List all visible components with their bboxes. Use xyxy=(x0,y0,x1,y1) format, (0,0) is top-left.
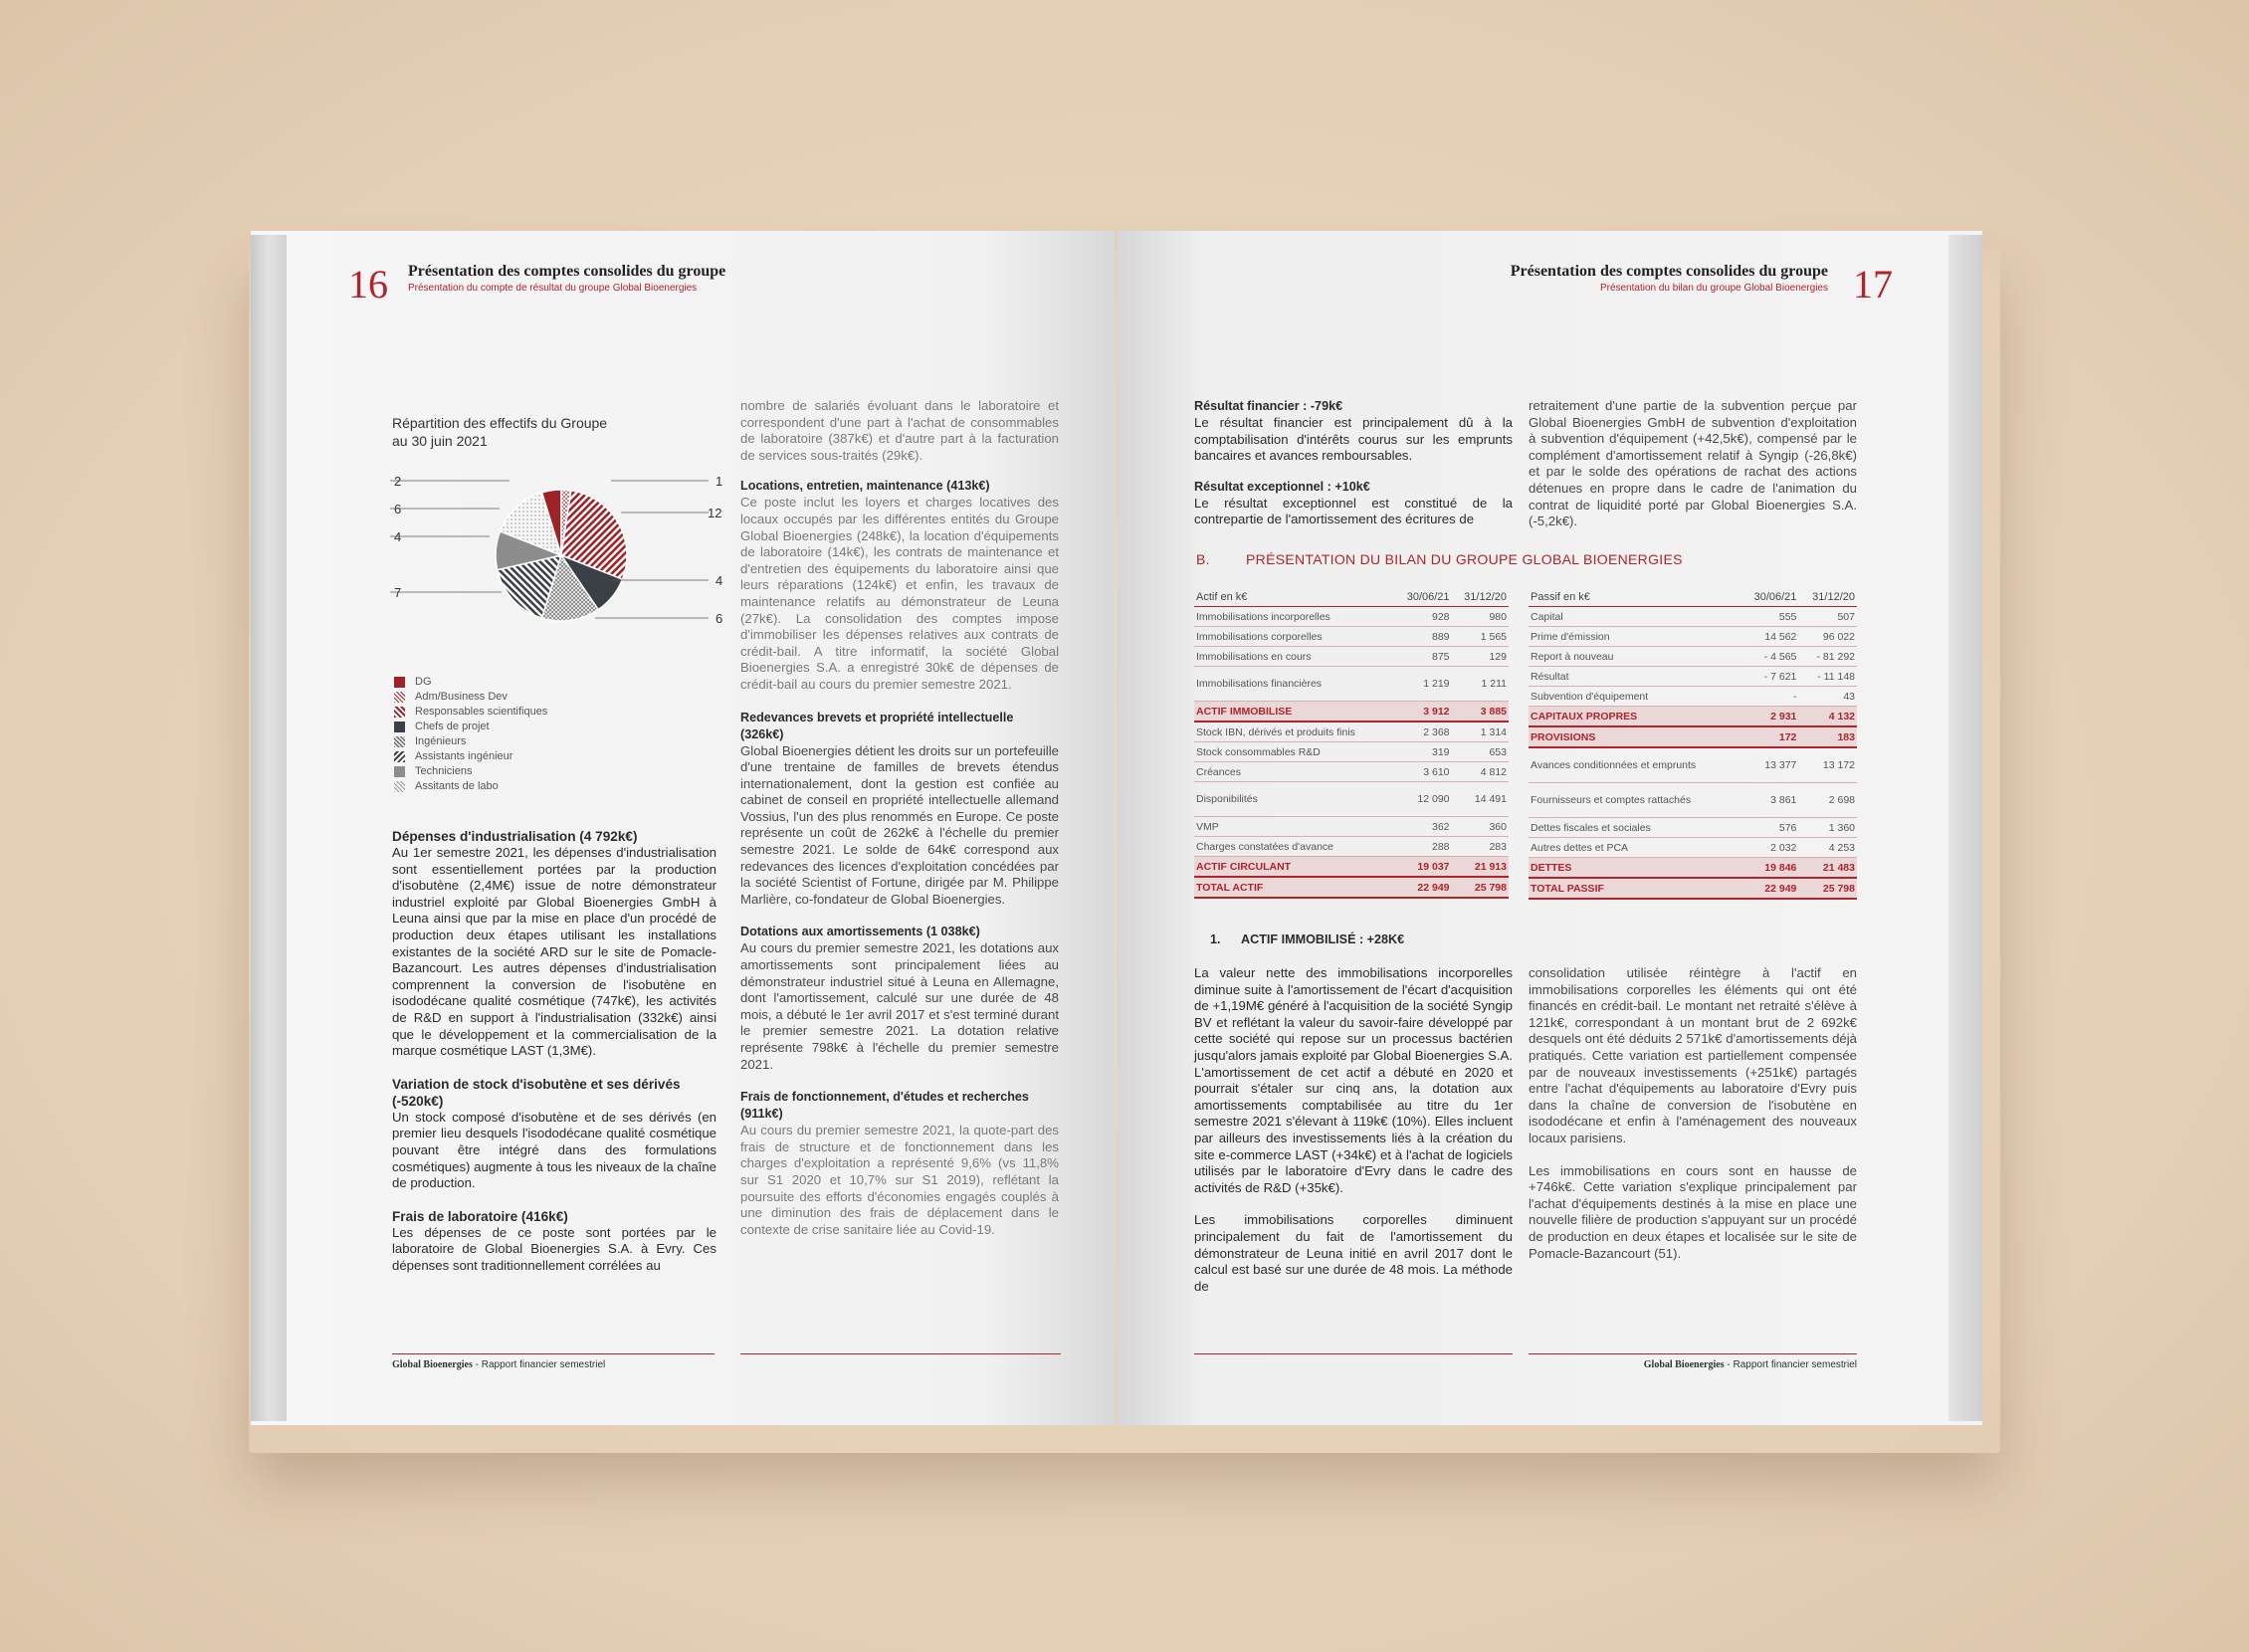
table-row xyxy=(1529,878,1857,899)
book-edge-right xyxy=(1948,235,1982,1421)
section-heading: Frais de laboratoire (416k€) xyxy=(392,1208,568,1224)
section-heading: Résultat exceptionnel : +10k€ xyxy=(1194,479,1370,494)
page-header-subtitle: Présentation du bilan du groupe Global Bioenergies xyxy=(1599,283,1828,294)
legend-swatch xyxy=(394,781,405,792)
legend-label: Assitants de labo xyxy=(415,780,499,792)
legend-swatch xyxy=(394,707,405,718)
table-cell: Charges constatées d'avance xyxy=(1194,837,1394,857)
table-row xyxy=(1529,726,1857,747)
table-cell: 283 xyxy=(1452,837,1509,857)
legend-item xyxy=(394,675,547,690)
table-row xyxy=(1194,817,1509,837)
table-row xyxy=(1529,783,1857,818)
table-cell: 1 314 xyxy=(1452,722,1509,742)
paragraph: Le résultat exceptionnel est constitué de la contrepartie de l'amortissement des écritures de xyxy=(1194,495,1513,527)
table-row xyxy=(1529,647,1857,667)
table-cell: 14 491 xyxy=(1452,782,1509,817)
table-cell: 2 032 xyxy=(1740,838,1799,858)
table-cell: 1 219 xyxy=(1394,667,1451,702)
table-cell: 2 368 xyxy=(1394,722,1451,742)
table-row xyxy=(1194,722,1509,742)
pie-label-left-3: 4 xyxy=(394,529,402,544)
table-row xyxy=(1194,702,1509,723)
chart-legend xyxy=(394,675,547,794)
legend-item xyxy=(394,779,547,794)
pie-label-right-4: 6 xyxy=(716,611,723,626)
table-cell: 13 377 xyxy=(1740,747,1799,783)
table-row xyxy=(1529,627,1857,647)
page-footer xyxy=(392,1359,605,1370)
paragraph: Au cours du premier semestre 2021, les dotations aux amortissements sont principalement liées au démonstrateur industriel situé à Leuna en Allemagne, dont l'amortissement, calculé sur une durée de 48 mois, a débuté le 1er avril 2017 et s'est terminé durant le premier semestre 2021. La dotation relative représente 798k€ à l'échelle du premier semestre 2021. xyxy=(740,940,1059,1072)
table-cell: Stock IBN, dérivés et produits finis xyxy=(1194,722,1394,742)
footer-brand: Global Bioenergies xyxy=(392,1359,473,1370)
paragraph: nombre de salariés évoluant dans le laboratoire et correspondent d'une part à l'achat de consommables de laboratoire (387k€) et d'autre part à la facturation de services sous-traités (29k€). xyxy=(740,398,1059,463)
pie-chart xyxy=(390,470,709,649)
table-cell: 360 xyxy=(1452,817,1509,837)
table-row xyxy=(1194,877,1509,898)
table-cell: 1 211 xyxy=(1452,667,1509,702)
left-column-1 xyxy=(392,828,716,1274)
table-cell: Prime d'émission xyxy=(1529,627,1740,647)
table-cell: 14 562 xyxy=(1740,627,1799,647)
table-cell: Immobilisations financières xyxy=(1194,667,1394,702)
page-header-title: Présentation des comptes consolides du groupe xyxy=(408,263,726,280)
table-cell: - 81 292 xyxy=(1798,647,1857,667)
section-heading: Dotations aux amortissements (1 038k€) xyxy=(740,925,980,939)
legend-item xyxy=(394,734,547,749)
passif-table xyxy=(1529,587,1857,900)
paragraph: Un stock composé d'isobutène et de ses dérivés (en premier lieu desquels l'isododécane qualité cosmétique pouvant être intégré dans des formulations cosmétiques) augmente à tous les niveaux de la chaîne de production. xyxy=(392,1109,716,1191)
table-cell: Créances xyxy=(1194,762,1394,782)
table-cell: 4 812 xyxy=(1452,762,1509,782)
chart-title-line2: au 30 juin 2021 xyxy=(392,433,488,449)
table-cell: Subvention d'équipement xyxy=(1529,687,1740,707)
paragraph: Les dépenses de ce poste sont portées par le laboratoire de Global Bioenergies S.A. à Evry. Ces dépenses sont traditionnellement corrélées au xyxy=(392,1224,716,1273)
page-header-title: Présentation des comptes consolides du groupe xyxy=(1510,263,1828,280)
table-header-cell: 30/06/21 xyxy=(1740,587,1799,607)
table-cell: 25 798 xyxy=(1452,877,1509,898)
table-cell: 172 xyxy=(1740,726,1799,747)
section-heading: Redevances brevets et propriété intellectuelle (326k€) xyxy=(740,710,1014,741)
section-heading: Résultat financier : -79k€ xyxy=(1194,399,1343,413)
table-cell: - 4 565 xyxy=(1740,647,1799,667)
table-cell: 13 172 xyxy=(1798,747,1857,783)
left-column-2 xyxy=(740,398,1059,1238)
pie-label-right-2: 12 xyxy=(708,506,722,520)
table-row xyxy=(1194,667,1509,702)
pie-label-left-4: 7 xyxy=(394,585,402,600)
table-cell: 576 xyxy=(1740,818,1799,838)
chart-title-line1: Répartition des effectifs du Groupe xyxy=(392,415,608,431)
table-row xyxy=(1194,647,1509,667)
paragraph: Au cours du premier semestre 2021, la quote-part des frais de structure et de fonctionnement dans les charges d'exploitation a représenté 9,6% (vs 11,8% sur S1 2020 et 10,7% sur S1 2019), reflétant la poursuite des efforts d'économies engagés couplés à une diminution des frais de déplacement dans le contexte de crise sanitaire liée au Covid-19. xyxy=(740,1123,1059,1237)
paragraph: La valeur nette des immobilisations incorporelles diminue suite à l'amortissement de l'écart d'acquisition de +1,19M€ généré à l'acquisition de la société Syngip BV et reflétant la valeur du savoir-faire développé par cette société qui repose sur un processus bactérien jusqu'alors jamais exploité par Global Bioenergies S.A. L'amortissement de cet actif a débuté en 2020 et pourrait s'étaler sur cinq ans, la dotation aux amortissements comptabilisée au titre du 1er semestre 2021 s'élevant à 119k€ (10%). Elles incluent par ailleurs des investissements liés à la création du site e-commerce LAST (+34k€) et à l'achat de logiciels utilisés par le laboratoire d'Evry dans le cadre des activités de R&D (+35k€). xyxy=(1194,965,1513,1195)
table-cell: Immobilisations corporelles xyxy=(1194,627,1394,647)
table-row xyxy=(1529,607,1857,627)
table-header-cell: Actif en k€ xyxy=(1194,587,1394,607)
right-column-1-top xyxy=(1194,398,1513,528)
section-letter: B. xyxy=(1196,551,1210,567)
table-cell: Dettes fiscales et sociales xyxy=(1529,818,1740,838)
pie-label-left-2: 6 xyxy=(394,502,402,516)
table-cell: 2 698 xyxy=(1798,783,1857,818)
table-row xyxy=(1194,762,1509,782)
page-header-subtitle: Présentation du compte de résultat du groupe Global Bioenergies xyxy=(408,283,698,294)
footer-brand: Global Bioenergies xyxy=(1643,1359,1725,1370)
table-cell: 3 885 xyxy=(1452,702,1509,723)
page-number: 17 xyxy=(1853,262,1893,307)
table-cell: CAPITAUX PROPRES xyxy=(1529,707,1740,727)
table-cell: 4 132 xyxy=(1798,707,1857,727)
table-cell: 183 xyxy=(1798,726,1857,747)
actif-table xyxy=(1194,587,1509,899)
table-cell: 22 949 xyxy=(1740,878,1799,899)
table-cell: PROVISIONS xyxy=(1529,726,1740,747)
footer-rule xyxy=(392,1353,715,1354)
table-cell: Résultat xyxy=(1529,667,1740,687)
table-cell: Stock consommables R&D xyxy=(1194,742,1394,762)
paragraph: Les immobilisations en cours sont en hausse de +746k€. Cette variation s'explique principalement par l'achat d'équipements destinés à la mise en place une nouvelle filière de production s'appuyant sur un procédé de production en deux étapes et localisée sur le site de Pomacle-Bazancourt (51). xyxy=(1529,1162,1857,1261)
legend-swatch xyxy=(394,677,405,688)
table-cell: Immobilisations en cours xyxy=(1194,647,1394,667)
table-cell: 928 xyxy=(1394,607,1451,627)
table-row xyxy=(1529,818,1857,838)
subsection-heading: 1. ACTIF IMMOBILISÉ : +28K€ xyxy=(1210,932,1405,946)
paragraph: Ce poste inclut les loyers et charges locatives des locaux occupés par les différentes entités du Groupe Global Bioenergies (248k€), la location d'équipements de laboratoire (14k€), les contrats de maintenance et d'entretien des équipements du laboratoire ainsi que leurs réparations (124k€) et enfin, les travaux de maintenance relatifs au démonstrateur de Leuna (27k€). La consolidation des comptes impose d'immobiliser les dépenses relatives aux contrats de crédit-bail. A titre informatif, la société Global Bioenergies S.A. a enregistré 30k€ de dépenses de crédit-bail au cours du premier semestre 2021. xyxy=(740,495,1059,692)
table-cell: Report à nouveau xyxy=(1529,647,1740,667)
table-cell: 3 861 xyxy=(1740,783,1799,818)
table-row xyxy=(1194,607,1509,627)
table-row xyxy=(1529,707,1857,727)
table-row xyxy=(1529,667,1857,687)
table-cell: 288 xyxy=(1394,837,1451,857)
table-cell: - 11 148 xyxy=(1798,667,1857,687)
table-cell: Immobilisations incorporelles xyxy=(1194,607,1394,627)
section-heading: Frais de fonctionnement, d'études et recherches (911k€) xyxy=(740,1090,1029,1122)
legend-label: Chefs de projet xyxy=(415,721,490,732)
legend-item xyxy=(394,749,547,764)
footer-rule xyxy=(1529,1353,1857,1354)
chart-title xyxy=(392,414,607,450)
legend-label: Assistants ingénieur xyxy=(415,750,513,762)
pie-label-left-1: 2 xyxy=(394,474,402,489)
legend-swatch xyxy=(394,766,405,777)
table-cell: 980 xyxy=(1452,607,1509,627)
table-row xyxy=(1529,858,1857,879)
legend-swatch xyxy=(394,736,405,747)
table-row xyxy=(1194,627,1509,647)
paragraph: Global Bioenergies détient les droits sur un portefeuille d'une trentaine de familles de brevets étendus internationalement, dont la gestion est confiée au cabinet de conseil en propriété intellectuelle allemand Vossius, l'un des plus renommés en Europe. Ce poste représente un coût de 262k€ à l'échelle du premier semestre 2021. Le solde de 64k€ correspond aux redevances des licences d'exploitation concédées par la société Scientist of Fortune, dirigée par M. Philippe Marlière, co-fondateur de Global Bioenergies. xyxy=(740,742,1059,907)
left-page xyxy=(251,231,1115,1425)
pie-slices xyxy=(496,490,627,621)
book-edge-left xyxy=(251,235,287,1421)
table-row xyxy=(1194,782,1509,817)
right-column-1-bottom xyxy=(1194,965,1513,1295)
section-heading: Locations, entretien, maintenance (413k€) xyxy=(740,479,990,494)
section-heading: Dépenses d'industrialisation (4 792k€) xyxy=(392,829,638,844)
table-cell: 19 037 xyxy=(1394,857,1451,878)
paragraph: Au 1er semestre 2021, les dépenses d'industrialisation sont essentiellement portées par la production d'isobutène (2,4M€) issue de notre démonstrateur industriel exploité par Global Bioenergies GmbH à Leuna ainsi que par la mise en place d'un procédé de production deux étapes utilisant les installations existantes de la société ARD sur le site de Pomacle-Bazancourt. Les autres dépenses d'industrialisation comprennent la conversion de l'isobutène en isododécane qualité cosmétique (747k€), les activités de R&D en support à l'industrialisation (332k€) ainsi que le développement et la commercialisation de la marque cosmétique LAST (1,3M€). xyxy=(392,845,716,1059)
table-cell: 21 483 xyxy=(1798,858,1857,879)
legend-item xyxy=(394,705,547,720)
pie-label-right-3: 4 xyxy=(716,573,723,588)
footer-rule xyxy=(1194,1353,1513,1354)
table-cell: 22 949 xyxy=(1394,877,1451,898)
table-row xyxy=(1194,837,1509,857)
right-page xyxy=(1117,231,1982,1425)
table-cell: 1 360 xyxy=(1798,818,1857,838)
table-header-row xyxy=(1529,587,1857,607)
table-cell: TOTAL ACTIF xyxy=(1194,877,1394,898)
pie-label-right-1: 1 xyxy=(716,474,723,489)
table-cell: 875 xyxy=(1394,647,1451,667)
table-cell: 129 xyxy=(1452,647,1509,667)
right-column-2-top xyxy=(1529,398,1857,530)
table-cell: 4 253 xyxy=(1798,838,1857,858)
table-header-cell: 30/06/21 xyxy=(1394,587,1451,607)
table-cell: 2 931 xyxy=(1740,707,1799,727)
table-cell: DETTES xyxy=(1529,858,1740,879)
legend-label: Responsables scientifiques xyxy=(415,706,548,718)
table-cell: - xyxy=(1740,687,1799,707)
paragraph: consolidation utilisée réintègre à l'actif en immobilisations corporelles les éléments qui ont été financés en crédit-bail. Le montant net retraité s'élève à 121k€, correspondant à un montant brut de 2 692k€ desquels ont été déduits 2 571k€ d'amortissements déjà pratiqués. Cette variation est partiellement compensée par de nouveaux investissements (+251k€) partagés entre l'achat d'équipements au laboratoire d'Evry puis dans la chaîne de conversion de l'isobutène en isododécane et enfin à l'aménagement des nouveaux locaux parisiens. xyxy=(1529,965,1857,1145)
legend-swatch xyxy=(394,722,405,732)
table-row xyxy=(1529,687,1857,707)
table-header-cell: 31/12/20 xyxy=(1798,587,1857,607)
table-cell: 319 xyxy=(1394,742,1451,762)
table-cell: Fournisseurs et comptes rattachés xyxy=(1529,783,1740,818)
table-cell: 653 xyxy=(1452,742,1509,762)
table-cell: 889 xyxy=(1394,627,1451,647)
table-cell: - 7 621 xyxy=(1740,667,1799,687)
table-row xyxy=(1529,838,1857,858)
table-cell: 362 xyxy=(1394,817,1451,837)
table-cell: VMP xyxy=(1194,817,1394,837)
legend-label: Adm/Business Dev xyxy=(415,691,508,703)
table-cell: ACTIF CIRCULANT xyxy=(1194,857,1394,878)
table-cell: Capital xyxy=(1529,607,1740,627)
table-row xyxy=(1194,742,1509,762)
right-column-2-bottom xyxy=(1529,965,1857,1262)
paragraph: Les immobilisations corporelles diminuent principalement du fait de l'amortissement du démonstrateur de Leuna initié en avril 2017 dont le calcul est basé sur une durée de 48 mois. La méthode de xyxy=(1194,1212,1513,1294)
footer-text: - Rapport financier semestriel xyxy=(1724,1359,1857,1370)
table-cell: 3 912 xyxy=(1394,702,1451,723)
table-cell: 43 xyxy=(1798,687,1857,707)
legend-label: DG xyxy=(415,676,432,688)
legend-swatch xyxy=(394,692,405,703)
table-cell: 555 xyxy=(1740,607,1799,627)
footer-rule xyxy=(740,1353,1061,1354)
paragraph: retraitement d'une partie de la subvention perçue par Global Bioenergies GmbH de subvention d'exploitation à subvention d'équipement (+42,5k€), compensé par le complément d'amortissement relatif à Syngip (-26,8k€) et par le solde des opérations de rachat des actions détenues en propre dans le cadre de l'animation du contrat de liquidité porté par Global Bioenergies S.A. (-5,2k€). xyxy=(1529,398,1857,529)
table-cell: 25 798 xyxy=(1798,878,1857,899)
legend-label: Ingénieurs xyxy=(415,735,467,747)
section-title: PRÉSENTATION DU BILAN DU GROUPE GLOBAL BIOENERGIES xyxy=(1246,551,1683,567)
table-cell: Avances conditionnées et emprunts xyxy=(1529,747,1740,783)
table-cell: Autres dettes et PCA xyxy=(1529,838,1740,858)
table-cell: 21 913 xyxy=(1452,857,1509,878)
paragraph: Le résultat financier est principalement dû à la comptabilisation d'intérêts courus sur les emprunts bancaires et avances remboursables. xyxy=(1194,415,1513,464)
table-header-cell: Passif en k€ xyxy=(1529,587,1740,607)
table-row xyxy=(1529,747,1857,783)
table-cell: 507 xyxy=(1798,607,1857,627)
legend-item xyxy=(394,764,547,779)
legend-label: Techniciens xyxy=(415,765,473,777)
page-number: 16 xyxy=(348,262,388,307)
table-cell: 3 610 xyxy=(1394,762,1451,782)
table-cell: 12 090 xyxy=(1394,782,1451,817)
section-heading: Variation de stock d'isobutène et ses dérivés (-520k€) xyxy=(392,1076,681,1109)
table-row xyxy=(1194,857,1509,878)
table-cell: 19 846 xyxy=(1740,858,1799,879)
table-header-row xyxy=(1194,587,1509,607)
table-cell: Disponibilités xyxy=(1194,782,1394,817)
table-cell: ACTIF IMMOBILISE xyxy=(1194,702,1394,723)
section-b-heading xyxy=(1196,551,1683,567)
legend-item xyxy=(394,720,547,734)
legend-item xyxy=(394,690,547,705)
table-cell: TOTAL PASSIF xyxy=(1529,878,1740,899)
page-footer xyxy=(1644,1359,1857,1370)
footer-text: - Rapport financier semestriel xyxy=(472,1359,606,1370)
legend-swatch xyxy=(394,751,405,762)
table-cell: 96 022 xyxy=(1798,627,1857,647)
table-header-cell: 31/12/20 xyxy=(1452,587,1509,607)
table-cell: 1 565 xyxy=(1452,627,1509,647)
